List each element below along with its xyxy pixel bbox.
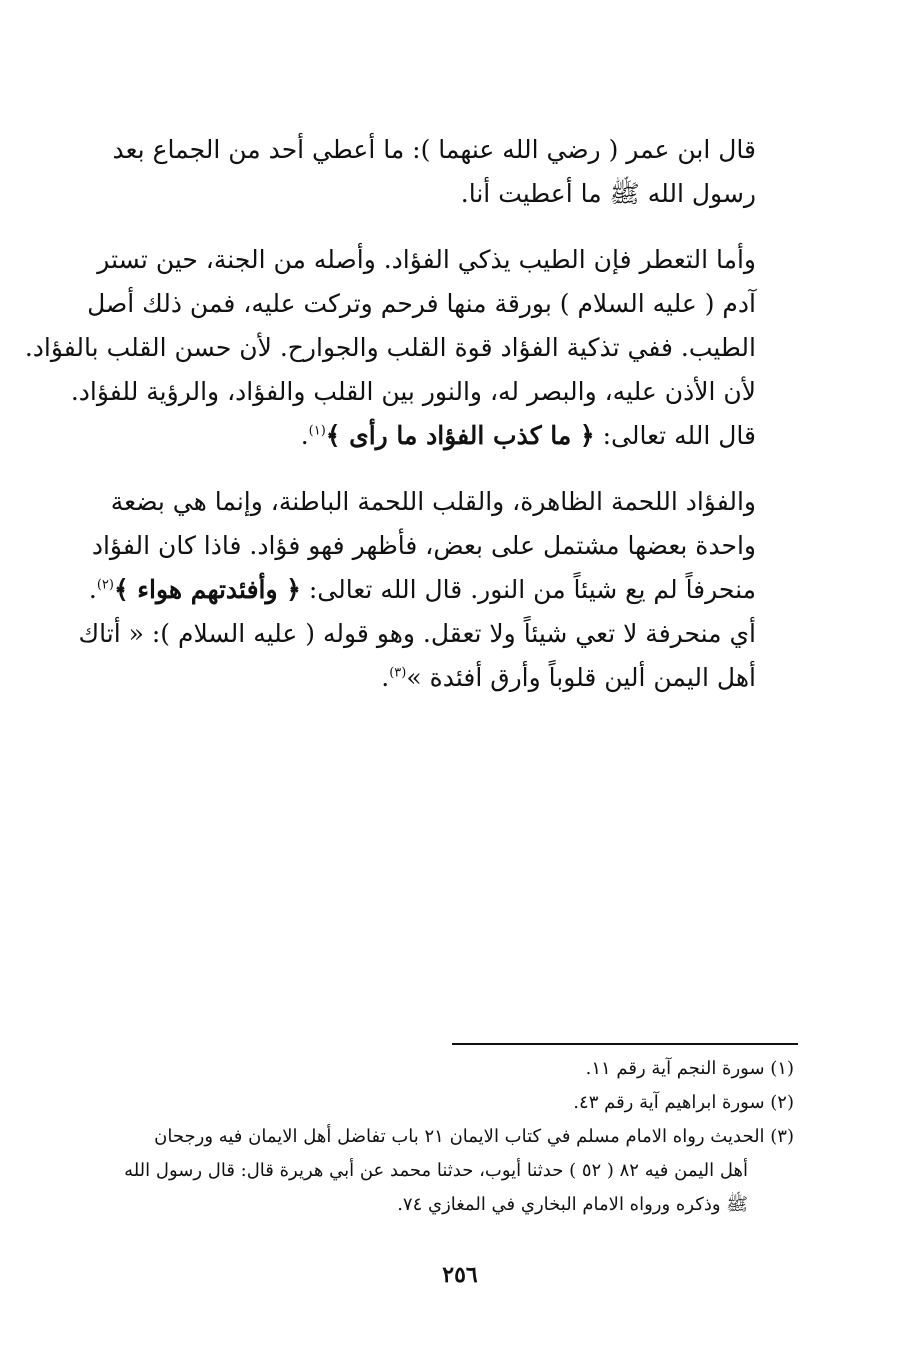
- footnotes: [100, 1052, 794, 1222]
- footnote-3-continuation: ﷺ وذكره ورواه الامام البخاري في المغازي ٧٤.: [397, 1194, 748, 1215]
- text-line: واحدة بعضها مشتمل على بعض، فأظهر فهو فؤاد. فاذا كان الفؤاد: [91, 531, 756, 560]
- text-segment: .: [300, 421, 309, 450]
- footnote-ref-2[interactable]: (٢): [96, 577, 114, 593]
- paragraph-1: [102, 128, 792, 216]
- main-text: [24, 128, 792, 722]
- footnote-3-continuation: أهل اليمن فيه ٨٢ ( ٥٢ ) حدثنا أيوب، حدثنا محمد عن أبي هريرة قال: قال رسول الله: [124, 1160, 748, 1181]
- footnote-2: (٢) سورة ابراهيم آية رقم ٤٣.: [573, 1092, 794, 1113]
- text-line: لأن الأذن عليه، والبصر له، والنور بين القلب والفؤاد، والرؤية للفؤاد.: [70, 377, 756, 406]
- page-number: ٢٥٦: [442, 1262, 478, 1288]
- text-line: والفؤاد اللحمة الظاهرة، والقلب اللحمة الباطنة، وإنما هي بضعة: [110, 487, 756, 516]
- text-segment: أهل اليمن ألين قلوباً وأرق أفئدة »: [406, 663, 756, 692]
- text-line: الطيب. ففي تذكية الفؤاد قوة القلب والجوارح. لأن حسن القلب بالفؤاد.: [24, 333, 756, 362]
- text-line: وأما التعطر فإن الطيب يذكي الفؤاد. وأصله من الجنة، حين تستر: [97, 245, 756, 274]
- text-segment: .: [381, 663, 390, 692]
- footnote-ref-1[interactable]: (١): [308, 423, 326, 439]
- paragraph-3: [78, 480, 792, 700]
- footnote-3: (٣) الحديث رواه الامام مسلم في كتاب الايمان ٢١ باب تفاضل أهل الايمان فيه ورجحان: [154, 1126, 794, 1147]
- text-line: [102, 414, 792, 458]
- footnote-1: (١) سورة النجم آية رقم ١١.: [585, 1058, 794, 1079]
- text-segment: قال الله تعالى:: [594, 421, 756, 450]
- text-line: آدم ( عليه السلام ) بورقة منها فرحم وتركت عليه، فمن ذلك أصل: [87, 289, 756, 318]
- text-line: [102, 656, 792, 700]
- text-line: رسول الله ﷺ ما أعطيت أنا.: [460, 179, 756, 208]
- text-segment: منحرفاً لم يع شيئاً من النور. قال الله تعالى:: [300, 575, 756, 604]
- text-segment: .: [88, 575, 97, 604]
- footnote-divider: [452, 1043, 798, 1045]
- quran-verse: ﴿ ما كذب الفؤاد ما رأى ﴾: [325, 421, 595, 450]
- quran-verse: ﴿ وأفئدتهم هواء ﴾: [113, 575, 301, 604]
- footnote-ref-3[interactable]: (٣): [389, 665, 407, 681]
- paragraph-2: [24, 238, 792, 458]
- text-line: قال ابن عمر ( رضي الله عنهما ): ما أعطي أحد من الجماع بعد: [112, 135, 756, 164]
- text-line: أي منحرفة لا تعي شيئاً ولا تعقل. وهو قوله ( عليه السلام ): « أتاك: [78, 619, 756, 648]
- text-line: [88, 568, 792, 612]
